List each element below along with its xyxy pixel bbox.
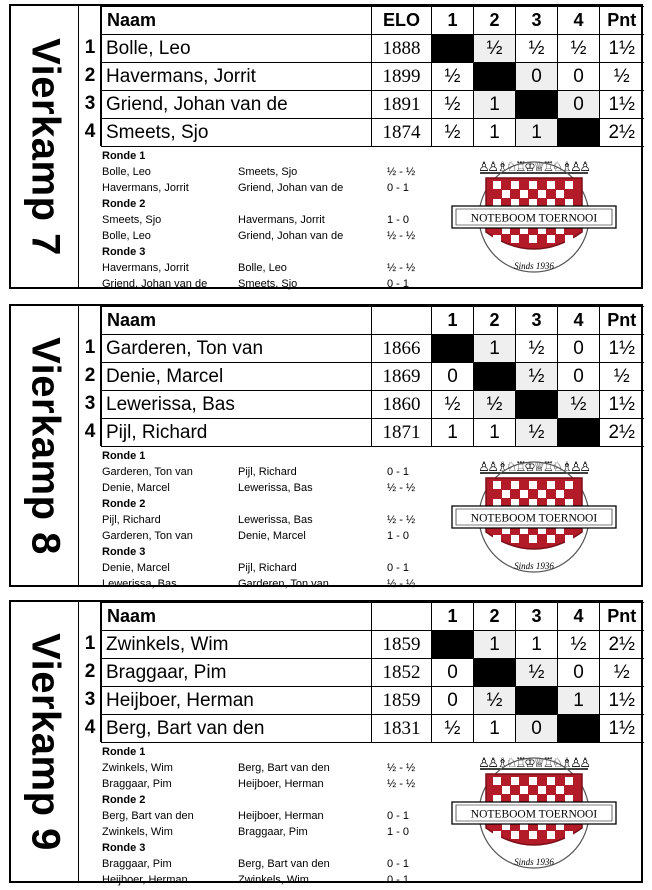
- svg-text:♗: ♗: [560, 756, 573, 771]
- svg-text:♘: ♘: [551, 460, 564, 475]
- black-player: Heijboer, Herman: [238, 778, 324, 790]
- header-name: Naam: [102, 7, 372, 35]
- player-name: Smeets, Sjo: [102, 119, 372, 147]
- black-player: Pijl, Richard: [238, 466, 297, 478]
- result-cell: 1: [474, 419, 516, 447]
- table-row: [102, 91, 644, 119]
- game-line: [102, 228, 416, 244]
- game-result: 0 - 1: [387, 858, 410, 870]
- svg-text:♗: ♗: [496, 460, 509, 475]
- player-points: ½: [600, 363, 644, 391]
- white-player: Braggaar, Pim: [102, 858, 172, 870]
- game-line: [102, 528, 410, 544]
- player-name: Pijl, Richard: [102, 419, 372, 447]
- player-number: 3: [84, 93, 96, 114]
- round-label: Ronde 3: [102, 546, 146, 558]
- result-cell: ½: [558, 631, 600, 659]
- white-player: Garderen, Ton van: [102, 530, 193, 542]
- svg-text:♗: ♗: [560, 460, 573, 475]
- player-number: 2: [84, 365, 96, 386]
- svg-text:♕: ♕: [533, 160, 546, 175]
- table-row: [102, 687, 644, 715]
- logo-since: Sinds 1936: [514, 857, 554, 867]
- game-line: [102, 560, 410, 576]
- standings-table: [101, 602, 644, 743]
- group-card: [9, 4, 643, 289]
- header-round-2: 2: [474, 7, 516, 35]
- logo-banner: [452, 206, 616, 228]
- svg-text:♙: ♙: [570, 460, 582, 475]
- player-points: ½: [600, 659, 644, 687]
- table-row: [102, 335, 644, 363]
- round-schedule: [102, 448, 416, 592]
- game-result: 0 - 1: [387, 874, 410, 886]
- white-player: Havermans, Jorrit: [102, 182, 189, 194]
- table-header-row: [102, 307, 644, 335]
- white-player: Havermans, Jorrit: [102, 262, 189, 274]
- result-cell: ½: [474, 391, 516, 419]
- round-schedule: [102, 148, 416, 292]
- group-title: Vierkamp 7: [23, 37, 67, 256]
- self-cell: [474, 63, 516, 91]
- result-cell: 0: [558, 91, 600, 119]
- table-row: [102, 363, 644, 391]
- self-cell: [516, 91, 558, 119]
- result-cell: ½: [432, 91, 474, 119]
- game-line: [102, 480, 416, 496]
- game-result: 1 - 0: [387, 214, 410, 226]
- game-result: ½ - ½: [387, 778, 416, 790]
- game-result: 0 - 1: [387, 466, 410, 478]
- header-points: Pnt: [600, 7, 644, 35]
- logo-title: NOTEBOOM TOERNOOI: [470, 808, 598, 821]
- self-cell: [432, 631, 474, 659]
- player-name: Zwinkels, Wim: [102, 631, 372, 659]
- player-name: Denie, Marcel: [102, 363, 372, 391]
- table-row: [102, 35, 644, 63]
- header-round-2: 2: [474, 603, 516, 631]
- result-cell: ½: [432, 715, 474, 743]
- self-cell: [558, 119, 600, 147]
- player-name: Braggaar, Pim: [102, 659, 372, 687]
- header-elo: [372, 307, 432, 335]
- round-label: Ronde 2: [102, 794, 146, 806]
- result-cell: 1: [474, 119, 516, 147]
- black-player: Berg, Bart van den: [238, 858, 330, 870]
- self-cell: [516, 391, 558, 419]
- game-line: [102, 808, 410, 824]
- result-cell: 0: [558, 363, 600, 391]
- header-name: Naam: [102, 603, 372, 631]
- result-cell: ½: [516, 35, 558, 63]
- svg-text:♔: ♔: [524, 160, 536, 175]
- svg-text:♘: ♘: [505, 160, 518, 175]
- logo-since: Sinds 1936: [514, 261, 554, 271]
- white-player: Griend, Johan van de: [102, 278, 208, 290]
- player-elo: 1831: [372, 715, 432, 743]
- header-round-3: 3: [516, 307, 558, 335]
- player-name: Lewerissa, Bas: [102, 391, 372, 419]
- player-elo: 1888: [372, 35, 432, 63]
- game-line: [102, 512, 416, 528]
- header-name: Naam: [102, 307, 372, 335]
- game-result: 0 - 1: [387, 278, 410, 290]
- game-line: [102, 276, 410, 292]
- round-label: Ronde 1: [102, 746, 146, 758]
- table-header-row: [102, 603, 644, 631]
- black-player: Denie, Marcel: [238, 530, 306, 542]
- player-name: Bolle, Leo: [102, 35, 372, 63]
- result-cell: 0: [516, 715, 558, 743]
- player-elo: 1891: [372, 91, 432, 119]
- header-round-4: 4: [558, 7, 600, 35]
- svg-text:♕: ♕: [533, 460, 546, 475]
- player-points: 1½: [600, 687, 644, 715]
- white-player: Denie, Marcel: [102, 482, 170, 494]
- game-line: [102, 760, 416, 776]
- game-line: [102, 776, 416, 792]
- game-result: 1 - 0: [387, 530, 410, 542]
- player-number: 4: [84, 717, 96, 738]
- header-round-3: 3: [516, 7, 558, 35]
- header-round-2: 2: [474, 307, 516, 335]
- logo-title: NOTEBOOM TOERNOOI: [470, 512, 598, 525]
- white-player: Zwinkels, Wim: [102, 762, 173, 774]
- player-number: 1: [84, 37, 96, 58]
- result-cell: ½: [516, 419, 558, 447]
- group-title-panel: [11, 6, 79, 287]
- svg-text:♙: ♙: [478, 756, 490, 771]
- black-player: Heijboer, Herman: [238, 810, 324, 822]
- standings-table: [101, 6, 644, 147]
- player-elo: 1899: [372, 63, 432, 91]
- group-title: Vierkamp 8: [23, 336, 67, 555]
- svg-text:♗: ♗: [496, 160, 509, 175]
- svg-text:♙: ♙: [579, 756, 592, 771]
- player-elo: 1859: [372, 631, 432, 659]
- result-cell: ½: [432, 391, 474, 419]
- black-player: Pijl, Richard: [238, 562, 297, 574]
- logo-title: NOTEBOOM TOERNOOI: [470, 212, 598, 225]
- player-number: 2: [84, 661, 96, 682]
- svg-text:♙: ♙: [478, 460, 490, 475]
- game-line: [102, 464, 410, 480]
- header-elo: [372, 603, 432, 631]
- result-cell: ½: [558, 35, 600, 63]
- result-cell: 1: [474, 91, 516, 119]
- svg-text:♙: ♙: [570, 756, 582, 771]
- game-result: ½ - ½: [387, 230, 416, 242]
- result-cell: 0: [432, 363, 474, 391]
- player-elo: 1866: [372, 335, 432, 363]
- round-schedule: [102, 744, 416, 888]
- self-cell: [558, 715, 600, 743]
- game-line: [102, 212, 410, 228]
- svg-text:♕: ♕: [533, 756, 546, 771]
- player-name: Garderen, Ton van: [102, 335, 372, 363]
- svg-text:♖: ♖: [542, 756, 555, 771]
- svg-text:♙: ♙: [487, 460, 500, 475]
- game-result: 0 - 1: [387, 810, 410, 822]
- header-round-4: 4: [558, 307, 600, 335]
- table-row: [102, 631, 644, 659]
- header-round-3: 3: [516, 603, 558, 631]
- result-cell: ½: [516, 363, 558, 391]
- svg-text:♖: ♖: [514, 160, 527, 175]
- header-round-4: 4: [558, 603, 600, 631]
- white-player: Lewerissa, Bas: [102, 578, 177, 590]
- game-result: 0 - 1: [387, 182, 410, 194]
- group-title-panel: [11, 306, 79, 585]
- noteboom-toernooi-logo: [446, 750, 622, 872]
- black-player: Garderen, Ton van: [238, 578, 329, 590]
- player-number: 2: [84, 65, 96, 86]
- result-cell: 0: [558, 63, 600, 91]
- header-points: Pnt: [600, 603, 644, 631]
- player-elo: 1859: [372, 687, 432, 715]
- player-elo: 1871: [372, 419, 432, 447]
- game-line: [102, 180, 410, 196]
- player-number: 1: [84, 337, 96, 358]
- result-cell: 1: [474, 335, 516, 363]
- result-cell: 0: [516, 63, 558, 91]
- result-cell: ½: [558, 391, 600, 419]
- logo-banner: [452, 802, 616, 824]
- group-title: Vierkamp 9: [23, 632, 67, 851]
- logo-banner: [452, 506, 616, 528]
- game-line: [102, 824, 410, 840]
- result-cell: 1: [516, 631, 558, 659]
- result-cell: ½: [474, 687, 516, 715]
- result-cell: 0: [558, 335, 600, 363]
- self-cell: [516, 687, 558, 715]
- noteboom-toernooi-logo: [446, 154, 622, 276]
- svg-text:♙: ♙: [579, 160, 592, 175]
- table-header-row: [102, 7, 644, 35]
- white-player: Braggaar, Pim: [102, 778, 172, 790]
- black-player: Zwinkels, Wim: [238, 874, 309, 886]
- self-cell: [474, 363, 516, 391]
- group-title-panel: [11, 602, 79, 881]
- black-player: Smeets, Sjo: [238, 166, 298, 178]
- player-name: Havermans, Jorrit: [102, 63, 372, 91]
- result-cell: 1: [432, 419, 474, 447]
- player-elo: 1874: [372, 119, 432, 147]
- game-result: ½ - ½: [387, 262, 416, 274]
- white-player: Garderen, Ton van: [102, 466, 193, 478]
- result-cell: 1: [474, 715, 516, 743]
- logo-since: Sinds 1936: [514, 561, 554, 571]
- noteboom-toernooi-logo: [446, 454, 622, 576]
- player-name: Griend, Johan van de: [102, 91, 372, 119]
- black-player: Havermans, Jorrit: [238, 214, 325, 226]
- white-player: Zwinkels, Wim: [102, 826, 173, 838]
- player-points: 1½: [600, 335, 644, 363]
- round-label: Ronde 3: [102, 246, 146, 258]
- player-points: 2½: [600, 119, 644, 147]
- svg-text:♘: ♘: [551, 756, 564, 771]
- white-player: Berg, Bart van den: [102, 810, 194, 822]
- player-name: Heijboer, Herman: [102, 687, 372, 715]
- game-result: ½ - ½: [387, 762, 416, 774]
- header-elo: ELO: [372, 7, 432, 35]
- player-number: 4: [84, 121, 96, 142]
- svg-text:♘: ♘: [551, 160, 564, 175]
- player-elo: 1869: [372, 363, 432, 391]
- player-points: ½: [600, 63, 644, 91]
- svg-text:♗: ♗: [560, 160, 573, 175]
- svg-text:♙: ♙: [487, 756, 500, 771]
- game-line: [102, 872, 410, 888]
- result-cell: ½: [474, 35, 516, 63]
- black-player: Smeets, Sjo: [238, 278, 298, 290]
- header-round-1: 1: [432, 7, 474, 35]
- table-row: [102, 715, 644, 743]
- group-card: [9, 600, 643, 886]
- table-row: [102, 419, 644, 447]
- svg-text:♖: ♖: [542, 160, 555, 175]
- table-row: [102, 63, 644, 91]
- table-row: [102, 119, 644, 147]
- player-name: Berg, Bart van den: [102, 715, 372, 743]
- header-round-1: 1: [432, 307, 474, 335]
- round-label: Ronde 3: [102, 842, 146, 854]
- black-player: Berg, Bart van den: [238, 762, 330, 774]
- black-player: Griend, Johan van de: [238, 230, 344, 242]
- standings-table: [101, 306, 644, 447]
- round-label: Ronde 1: [102, 150, 146, 162]
- player-points: 1½: [600, 35, 644, 63]
- game-result: ½ - ½: [387, 166, 416, 178]
- white-player: Heijboer, Herman: [102, 874, 188, 886]
- svg-text:♗: ♗: [496, 756, 509, 771]
- svg-text:♖: ♖: [542, 460, 555, 475]
- player-points: 1½: [600, 91, 644, 119]
- black-player: Griend, Johan van de: [238, 182, 344, 194]
- player-points: 2½: [600, 631, 644, 659]
- player-elo: 1852: [372, 659, 432, 687]
- header-round-1: 1: [432, 603, 474, 631]
- white-player: Denie, Marcel: [102, 562, 170, 574]
- white-player: Bolle, Leo: [102, 230, 151, 242]
- result-cell: 1: [516, 119, 558, 147]
- game-line: [102, 576, 416, 592]
- self-cell: [432, 35, 474, 63]
- svg-text:♙: ♙: [487, 160, 500, 175]
- result-cell: 1: [558, 687, 600, 715]
- self-cell: [474, 659, 516, 687]
- white-player: Bolle, Leo: [102, 166, 151, 178]
- black-player: Bolle, Leo: [238, 262, 287, 274]
- result-cell: ½: [432, 63, 474, 91]
- svg-text:♘: ♘: [505, 756, 518, 771]
- game-line: [102, 856, 410, 872]
- header-points: Pnt: [600, 307, 644, 335]
- result-cell: 1: [474, 631, 516, 659]
- round-label: Ronde 2: [102, 498, 146, 510]
- player-number: 3: [84, 689, 96, 710]
- game-result: ½ - ½: [387, 514, 416, 526]
- result-cell: ½: [516, 659, 558, 687]
- game-result: ½ - ½: [387, 578, 416, 590]
- round-label: Ronde 1: [102, 450, 146, 462]
- table-row: [102, 391, 644, 419]
- svg-text:♔: ♔: [524, 460, 536, 475]
- svg-text:♘: ♘: [505, 460, 518, 475]
- svg-text:♖: ♖: [514, 460, 527, 475]
- result-cell: ½: [432, 119, 474, 147]
- player-number: 4: [84, 421, 96, 442]
- group-card: [9, 304, 643, 590]
- result-cell: ½: [516, 335, 558, 363]
- result-cell: 0: [432, 687, 474, 715]
- player-elo: 1860: [372, 391, 432, 419]
- svg-text:♙: ♙: [478, 160, 490, 175]
- self-cell: [558, 419, 600, 447]
- table-row: [102, 659, 644, 687]
- white-player: Pijl, Richard: [102, 514, 161, 526]
- self-cell: [432, 335, 474, 363]
- player-points: 2½: [600, 419, 644, 447]
- game-result: 0 - 1: [387, 562, 410, 574]
- svg-text:♙: ♙: [579, 460, 592, 475]
- player-points: 1½: [600, 391, 644, 419]
- game-line: [102, 164, 416, 180]
- black-player: Braggaar, Pim: [238, 826, 308, 838]
- white-player: Smeets, Sjo: [102, 214, 162, 226]
- player-number: 3: [84, 393, 96, 414]
- game-line: [102, 260, 416, 276]
- svg-text:♙: ♙: [570, 160, 582, 175]
- game-result: ½ - ½: [387, 482, 416, 494]
- game-result: 1 - 0: [387, 826, 410, 838]
- svg-text:♖: ♖: [514, 756, 527, 771]
- result-cell: 0: [432, 659, 474, 687]
- player-points: 1½: [600, 715, 644, 743]
- round-label: Ronde 2: [102, 198, 146, 210]
- black-player: Lewerissa, Bas: [238, 514, 313, 526]
- result-cell: 0: [558, 659, 600, 687]
- player-number: 1: [84, 633, 96, 654]
- svg-text:♔: ♔: [524, 756, 536, 771]
- black-player: Lewerissa, Bas: [238, 482, 313, 494]
